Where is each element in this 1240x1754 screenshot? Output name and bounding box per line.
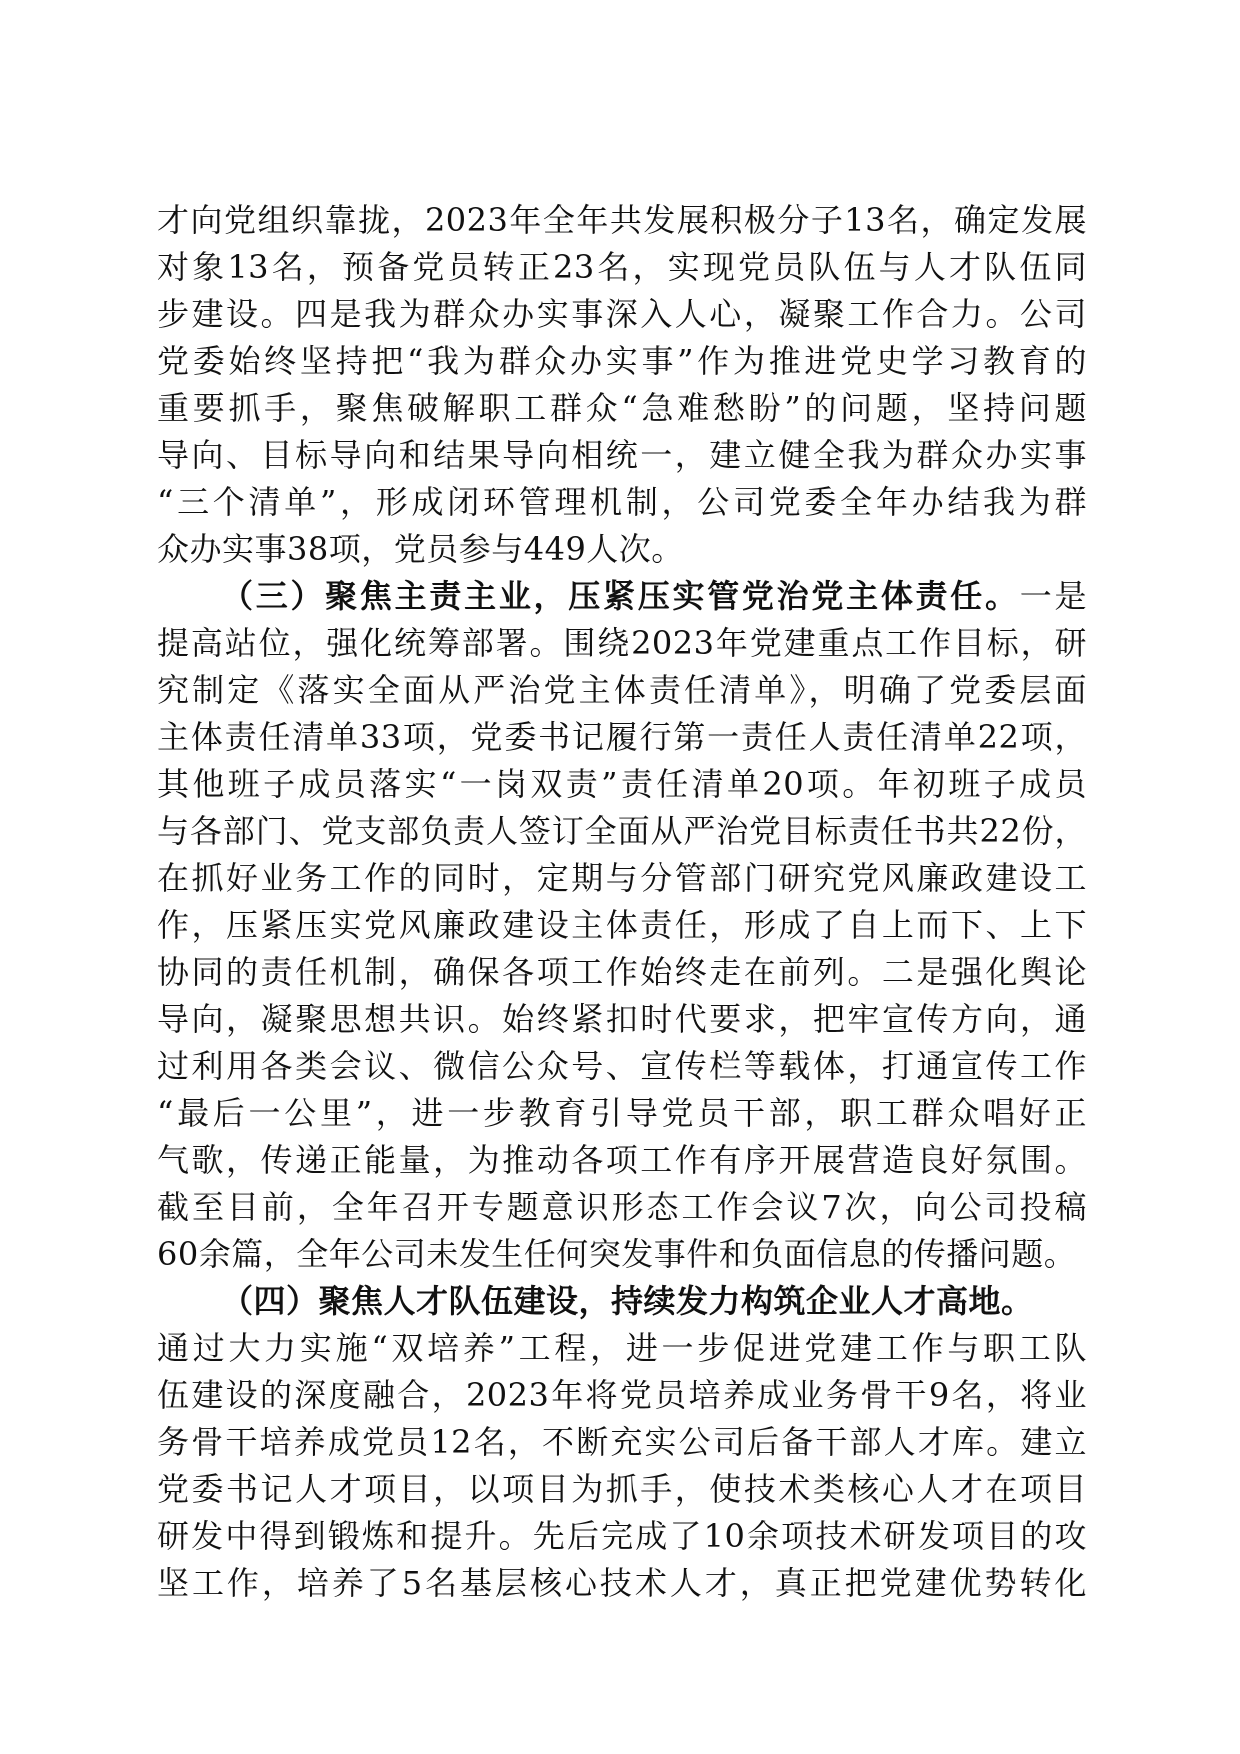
body-line: 伍建设的深度融合，2023年将党员培养成业务骨干9名，将业 <box>157 1376 1087 1414</box>
body-line: 60余篇，全年公司未发生任何突发事件和负面信息的传播问题。 <box>157 1235 1077 1273</box>
body-line: 提高站位，强化统筹部署。围绕2023年党建重点工作目标，研 <box>157 624 1087 662</box>
body-line: 气歌，传递正能量，为推动各项工作有序开展营造良好氛围。 <box>157 1141 1087 1179</box>
body-line: 党委始终坚持把“我为群众办实事”作为推进党史学习教育的 <box>157 342 1087 380</box>
body-line: “三个清单”，形成闭环管理机制，公司党委全年办结我为群 <box>157 483 1087 521</box>
section-3-heading-line <box>157 573 1087 620</box>
body-line: 务骨干培养成党员12名，不断充实公司后备干部人才库。建立 <box>157 1423 1087 1461</box>
body-line: 重要抓手，聚焦破解职工群众“急难愁盼”的问题，坚持问题 <box>157 389 1087 427</box>
body-line: 截至目前，全年召开专题意识形态工作会议7次，向公司投稿 <box>157 1188 1087 1226</box>
section-4-heading-line <box>157 1278 1087 1325</box>
document-body <box>157 197 1087 1607</box>
section-3-heading: （三）聚焦主责主业，压紧压实管党治党主体责任。 <box>221 577 1020 615</box>
body-line: 主体责任清单33项，党委书记履行第一责任人责任清单22项， <box>157 718 1087 756</box>
body-line: 究制定《落实全面从严治党主体责任清单》，明确了党委层面 <box>157 671 1087 709</box>
body-line: 作，压紧压实党风廉政建设主体责任，形成了自上而下、上下 <box>157 906 1087 944</box>
body-line: 其他班子成员落实“一岗双责”责任清单20项。年初班子成员 <box>157 765 1087 803</box>
body-line: 在抓好业务工作的同时，定期与分管部门研究党风廉政建设工 <box>157 859 1087 897</box>
section-4-heading: （四）聚焦人才队伍建设，持续发力构筑企业人才高地。 <box>221 1282 1034 1320</box>
body-line: 步建设。四是我为群众办实事深入人心，凝聚工作合力。公司 <box>157 295 1087 333</box>
body-line: 党委书记人才项目，以项目为抓手，使技术类核心人才在项目 <box>157 1470 1087 1508</box>
body-line: 通过大力实施“双培养”工程，进一步促进党建工作与职工队 <box>157 1329 1087 1367</box>
body-line: 坚工作，培养了5名基层核心技术人才，真正把党建优势转化 <box>157 1564 1087 1602</box>
body-line: 过利用各类会议、微信公众号、宣传栏等载体，打通宣传工作 <box>157 1047 1087 1085</box>
section-3-first-line-rest: 一是 <box>1019 577 1087 615</box>
body-line: “最后一公里”，进一步教育引导党员干部，职工群众唱好正 <box>157 1094 1087 1132</box>
body-line: 对象13名，预备党员转正23名，实现党员队伍与人才队伍同 <box>157 248 1087 286</box>
body-line: 协同的责任机制，确保各项工作始终走在前列。二是强化舆论 <box>157 953 1087 991</box>
body-line: 众办实事38项，党员参与449人次。 <box>157 530 684 568</box>
body-line: 与各部门、党支部负责人签订全面从严治党目标责任书共22份， <box>157 812 1087 850</box>
body-line: 才向党组织靠拢，2023年全年共发展积极分子13名，确定发展 <box>157 201 1087 239</box>
body-line: 研发中得到锻炼和提升。先后完成了10余项技术研发项目的攻 <box>157 1517 1087 1555</box>
body-line: 导向，凝聚思想共识。始终紧扣时代要求，把牢宣传方向，通 <box>157 1000 1087 1038</box>
body-line: 导向、目标导向和结果导向相统一，建立健全我为群众办实事 <box>157 436 1087 474</box>
